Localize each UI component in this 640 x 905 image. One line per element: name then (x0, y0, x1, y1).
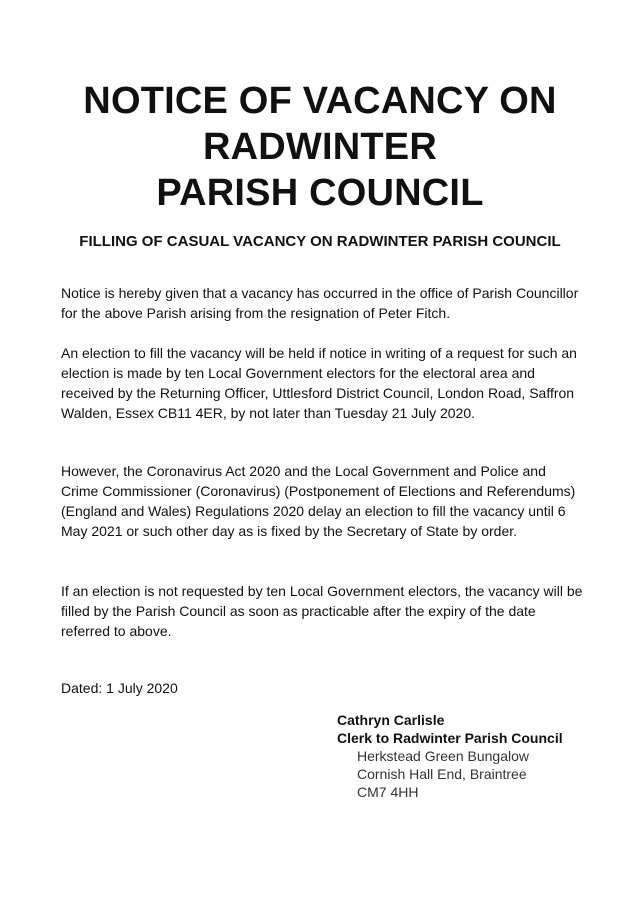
paragraph-election-request: An election to fill the vacancy will be held if notice in writing of a request for such an election is made by ten Local Government electors for the electoral area and received by the Returning Officer, Uttlesford District Council, London Road, Saffron Walden, Essex CB11 4ER, by not later than Tuesday 21 July 2020. (61, 345, 577, 421)
dated-line: Dated: 1 July 2020 (61, 680, 178, 696)
address-line: Cornish Hall End, Braintree (357, 766, 527, 782)
paragraph-coronavirus-delay: However, the Coronavirus Act 2020 and the Local Government and Police and Crime Commissioner (Coronavirus) (Postponement of Elections and Referendums) (England and Wales) Regulations 2020 delay an election to fill the vacancy until 6 May 2021 or such other day as is fixed by the Secretary of State by order. (61, 463, 576, 539)
notice-title (40, 78, 600, 216)
paragraph-council-filling: If an election is not requested by ten Local Government electors, the vacancy will be filled by the Parish Council as soon as practicable after the expiry of the date referred to above. (61, 583, 583, 639)
title-line: PARISH COUNCIL (156, 172, 484, 214)
address-line: CM7 4HH (357, 784, 419, 800)
signatory-name: Cathryn Carlisle (337, 712, 445, 728)
signatory-role: Clerk to Radwinter Parish Council (337, 730, 563, 746)
notice-subtitle: FILLING OF CASUAL VACANCY ON RADWINTER PARISH COUNCIL (79, 233, 561, 250)
paragraph-vacancy: Notice is hereby given that a vacancy has occurred in the office of Parish Councillor for the above Parish arising from the resignation of Peter Fitch. (61, 285, 579, 321)
signature-block (337, 711, 617, 801)
title-line: RADWINTER (203, 126, 437, 168)
title-line: NOTICE OF VACANCY ON (83, 80, 557, 122)
address-line: Herkstead Green Bungalow (357, 748, 529, 764)
